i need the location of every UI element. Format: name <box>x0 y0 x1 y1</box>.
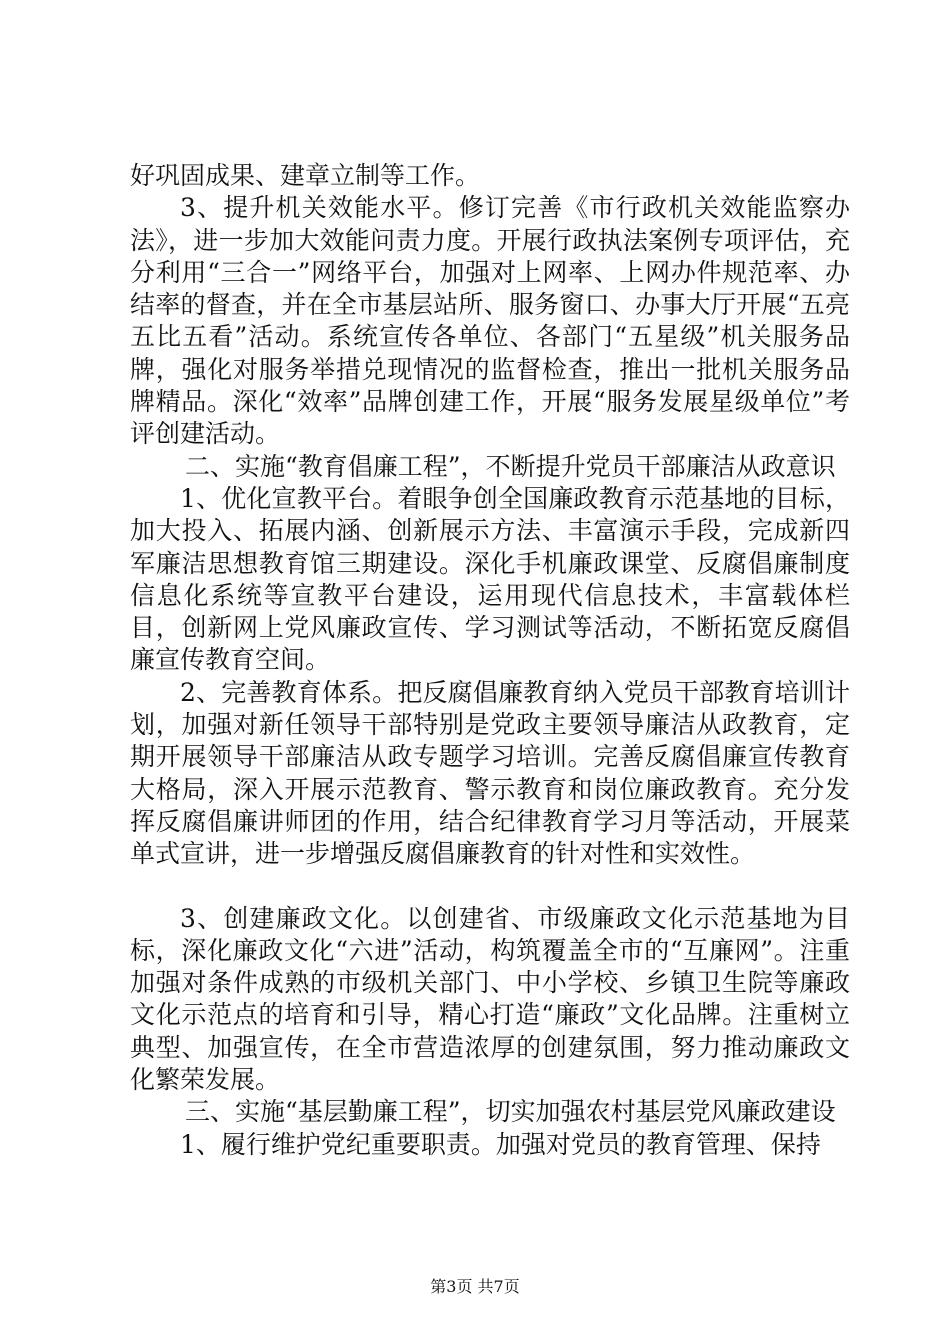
section-heading-education: 二、实施“教育倡廉工程”，不断提升党员干部廉洁从政意识 <box>185 451 836 481</box>
paragraph-education-system: 2、完善教育体系。把反腐倡廉教育纳入党员干部教育培训计划，加强对新任领导干部特别是党政主要领导廉洁从政教育，定期开展领导干部廉洁从政专题学习培训。完善反腐倡廉宣传教育大格局，深入开展示范教育、警示教育和岗位廉政教育。充分发挥反腐倡廉讲师团的作用，结合纪律教育学习月等活动，开展菜单式宣讲，进一步增强反腐倡廉教育的针对性和实效性。 <box>130 677 850 869</box>
section-heading-grassroots: 三、实施“基层勤廉工程”，切实加强农村基层党风廉政建设 <box>185 1097 836 1127</box>
page-number-label: 第3页 共7页 <box>430 1277 520 1296</box>
page-footer <box>0 1274 950 1297</box>
document-body <box>130 160 850 1161</box>
paragraph-gap <box>130 871 850 903</box>
paragraph-continuation: 好巩固成果、建章立制等工作。 <box>130 161 481 190</box>
paragraph-efficiency: 3、提升机关效能水平。修订完善《市行政机关效能监察办法》，进一步加大效能问责力度。开展行政执法案例专项评估，充分利用“三合一”网络平台，加强对上网率、上网办件规范率、办结率的督查，并在全市基层站所、服务窗口、办事大厅开展“五亮五比五看”活动。系统宣传各单位、各部门“五星级”机关服务品牌，强化对服务举措兑现情况的监督检查，推出一批机关服务品牌精品。深化“效率”品牌创建工作，开展“服务发展星级单位”考评创建活动。 <box>130 193 850 449</box>
paragraph-platform: 1、优化宣教平台。着眼争创全国廉政教育示范基地的目标，加大投入、拓展内涵、创新展示方法、丰富演示手段，完成新四军廉洁思想教育馆三期建设。深化手机廉政课堂、反腐倡廉制度信息化系统等宣教平台建设，运用现代信息技术，丰富载体栏目，创新网上党风廉政宣传、学习测试等活动，不断拓宽反腐倡廉宣传教育空间。 <box>130 483 850 675</box>
paragraph-culture: 3、创建廉政文化。以创建省、市级廉政文化示范基地为目标，深化廉政文化“六进”活动，构筑覆盖全市的“互廉网”。注重加强对条件成熟的市级机关部门、中小学校、乡镇卫生院等廉政文化示范点的培育和引导，精心打造“廉政”文化品牌。注重树立典型、加强宣传，在全市营造浓厚的创建氛围，努力推动廉政文化繁荣发展。 <box>130 903 850 1095</box>
paragraph-party-discipline: 1、履行维护党纪重要职责。加强对党员的教育管理、保持 <box>180 1129 821 1159</box>
